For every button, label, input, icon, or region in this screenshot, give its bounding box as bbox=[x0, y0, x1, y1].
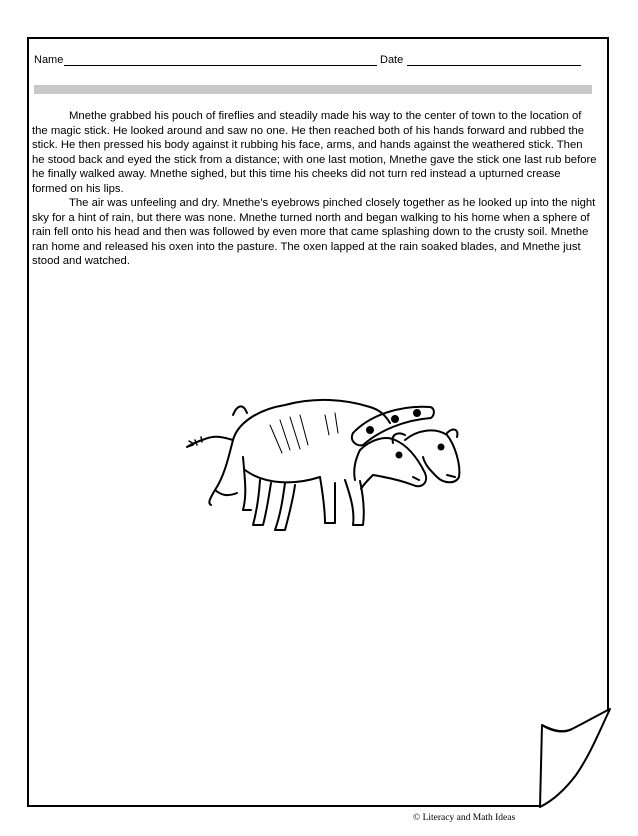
divider-bar bbox=[34, 85, 592, 94]
date-field[interactable] bbox=[407, 65, 581, 66]
date-label: Date bbox=[380, 54, 404, 66]
story-text bbox=[32, 109, 597, 269]
worksheet-header bbox=[34, 52, 594, 72]
name-field[interactable] bbox=[64, 65, 377, 66]
story-paragraph-2: The air was unfeeling and dry. Mnethe's eyebrows pinched closely together as he looked up into the night sky for a hint of rain, but there was none. Mnethe turned north and began walking to his home when a sphere of rain fell onto his head and then was followed by even more that came splashing down to the crusty soil. Mnethe ran home and released his oxen into the pasture. The oxen lapped at the rain soaked blades, and Mnethe just stood and watched. bbox=[32, 197, 596, 267]
copyright-notice: © Literacy and Math Ideas bbox=[413, 813, 516, 823]
oxen-illustration bbox=[185, 385, 465, 550]
story-paragraph-1: Mnethe grabbed his pouch of fireflies and steadily made his way to the center of town to the location of the magic stick. He looked around and saw no one. He then reached both of his hands forward and rubbed the stick. He then pressed his body against it rubbing his face, arms, and hands against the weathered stick. Then he stood back and eyed the stick from a distance; with one last motion, Mnethe gave the stick one last rub before he finally walked away. Mnethe sighed, but this time his cheeks did not turn red instead a upturned crease formed on his lips. bbox=[32, 110, 597, 195]
name-label: Name bbox=[34, 54, 64, 66]
page-curl-corner bbox=[528, 705, 613, 810]
